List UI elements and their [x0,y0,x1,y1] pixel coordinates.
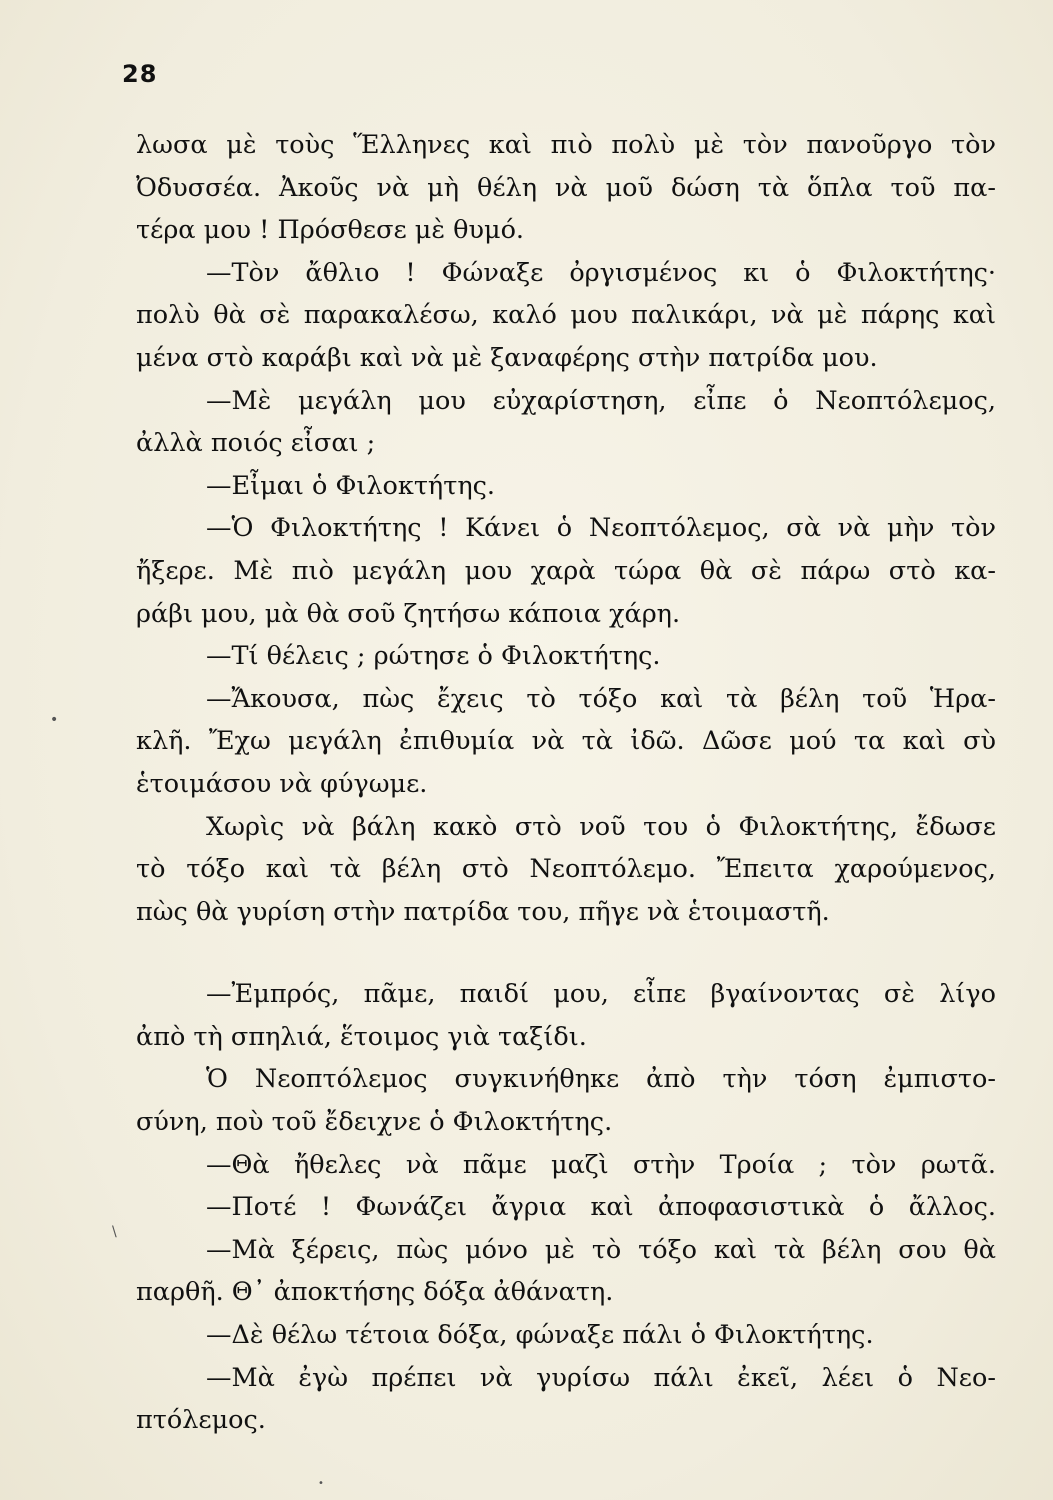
bottom-dot-mark: • [318,1478,324,1489]
text-line: —Μὰ ξέρεις, πὼς μόνο μὲ τὸ τόξο καὶ τὰ βέλη σου θὰ [206,1234,996,1265]
text-line: —Τὸν ἄθλιο ! Φώναξε ὀργισμένος κι ὁ Φιλοκτήτης· [206,257,996,288]
page-number: 28 [122,60,158,88]
text-line: —Δὲ θέλω τέτοια δόξα, φώναξε πάλι ὁ Φιλοκτήτης. [206,1320,874,1351]
text-line: —Εἶμαι ὁ Φιλοκτήτης. [206,470,495,501]
text-line: ἀπὸ τὴ σπηλιά, ἕτοιμος γιὰ ταξίδι. [136,1021,587,1052]
text-line: Ὀδυσσέα. Ἀκοῦς νὰ μὴ θέλη νὰ μοῦ δώση τὰ ὅπλα τοῦ πα- [136,172,996,203]
text-line: τέρα μου ! Πρόσθεσε μὲ θυμό. [136,215,525,246]
text-line: Χωρὶς νὰ βάλη κακὸ στὸ νοῦ του ὁ Φιλοκτήτης, ἔδωσε [206,811,996,842]
text-line: —Ἐμπρός, πᾶμε, παιδί μου, εἶπε βγαίνοντας σὲ λίγο [206,979,996,1010]
text-line: πτόλεμος. [136,1405,266,1436]
text-line: ἤξερε. Μὲ πιὸ μεγάλη μου χαρὰ τώρα θὰ σὲ πάρω στὸ κα- [136,555,996,586]
text-line: λωσα μὲ τοὺς Ἕλληνες καὶ πιὸ πολὺ μὲ τὸν πανοῦργο τὸν [136,130,996,160]
text-line: —Μὲ μεγάλη μου εὐχαρίστηση, εἶπε ὁ Νεοπτόλεμος, [206,385,996,416]
margin-dot-mark: • [50,712,59,728]
text-line: ράβι μου, μὰ θὰ σοῦ ζητήσω κάποια χάρη. [136,598,681,629]
margin-tick-mark: \ [112,1224,117,1240]
text-line: Ὁ Νεοπτόλεμος συγκινήθηκε ἀπὸ τὴν τόση ἐμπιστο- [206,1064,996,1095]
text-line: πολὺ θὰ σὲ παρακαλέσω, καλό μου παλικάρι, νὰ μὲ πάρης καὶ [136,300,996,331]
text-line: ἀλλὰ ποιός εἶσαι ; [136,428,376,459]
text-line: —Μὰ ἐγὼ πρέπει νὰ γυρίσω πάλι ἐκεῖ, λέει ὁ Νεο- [206,1362,996,1393]
text-line: τὸ τόξο καὶ τὰ βέλη στὸ Νεοπτόλεμο. Ἔπειτα χαρούμενος, [136,854,996,885]
text-line: ἑτοιμάσου νὰ φύγωμε. [136,768,428,799]
text-line: πὼς θὰ γυρίση στὴν πατρίδα του, πῆγε νὰ ἑτοιμαστῆ. [136,896,830,927]
text-line: —Ὁ Φιλοκτήτης ! Κάνει ὁ Νεοπτόλεμος, σὰ νὰ μὴν τὸν [206,513,996,544]
text-line: —Ποτέ ! Φωνάζει ἄγρια καὶ ἀποφασιστικὰ ὁ ἄλλος. [206,1192,996,1223]
text-line: —Τί θέλεις ; ρώτησε ὁ Φιλοκτήτης. [206,641,661,672]
body-text [136,124,996,1442]
text-line: σύνη, ποὺ τοῦ ἔδειχνε ὁ Φιλοκτήτης. [136,1107,613,1138]
text-line: κλῆ. Ἔχω μεγάλη ἐπιθυμία νὰ τὰ ἰδῶ. Δῶσε μού τα καὶ σὺ [136,726,996,757]
text-line: παρθῆ. Θ᾽ ἀποκτήσης δόξα ἀθάνατη. [136,1277,614,1308]
text-line: μένα στὸ καράβι καὶ νὰ μὲ ξαναφέρης στὴν πατρίδα μου. [136,342,878,373]
text-line: —Θὰ ἤθελες νὰ πᾶμε μαζὶ στὴν Τροία ; τὸν ρωτᾶ. [206,1149,996,1180]
text-line: —Ἄκουσα, πὼς ἔχεις τὸ τόξο καὶ τὰ βέλη τοῦ Ἡρα- [206,683,996,714]
